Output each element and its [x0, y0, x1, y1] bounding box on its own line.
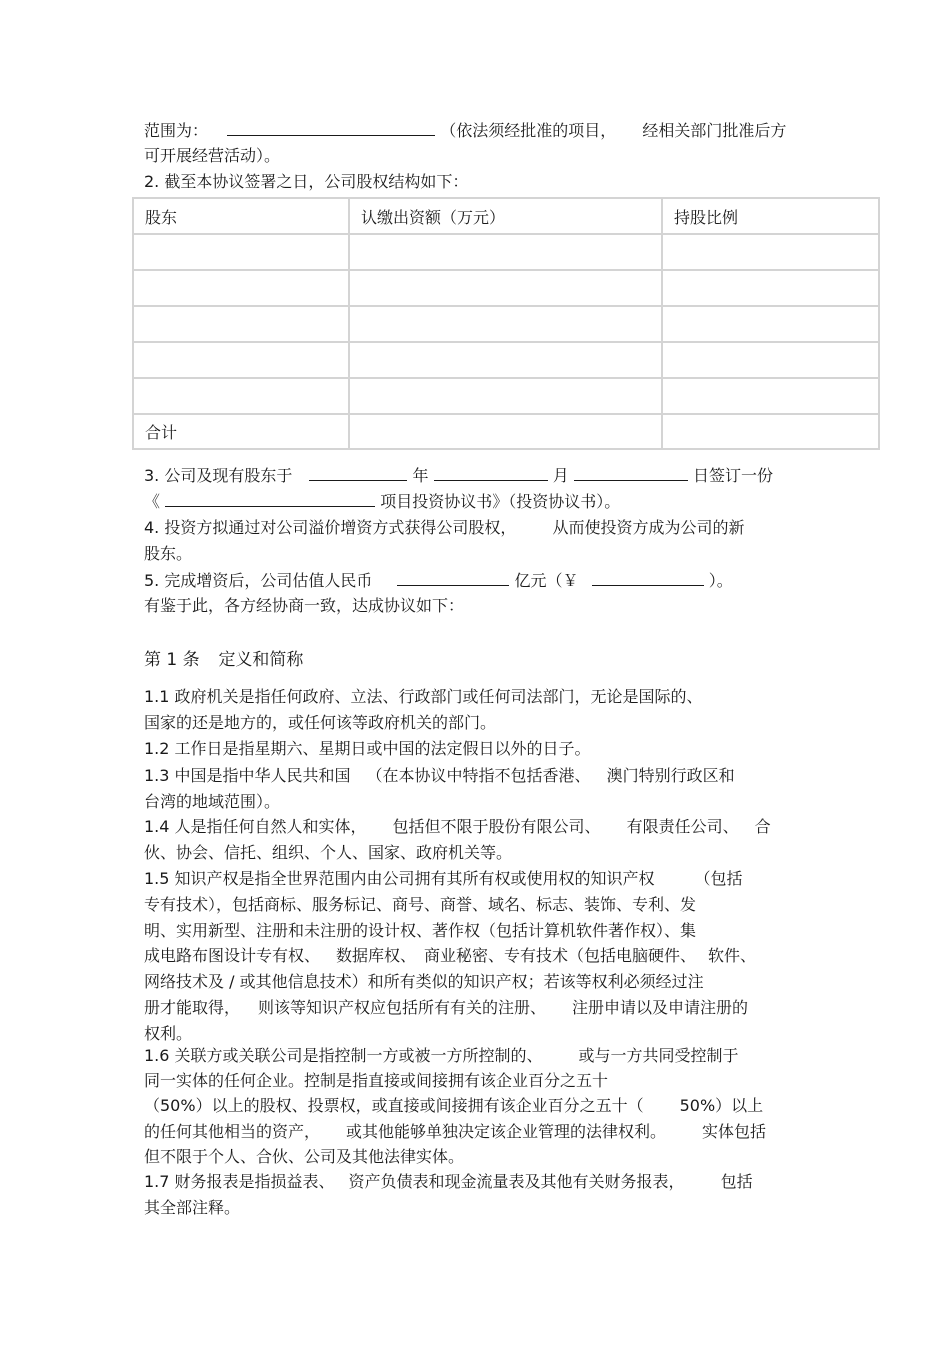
article-text-segment: 其全部注释。: [144, 1198, 241, 1217]
article-text-segment: 1.2 工作日是指星期六、星期日或中国的法定假日以外的日子。: [144, 739, 591, 758]
whereas-clause: 有鉴于此，各方经协商一致，达成协议如下：: [144, 596, 465, 615]
article-line: [144, 766, 735, 786]
article-text-segment: 1.1 政府机关是指任何政府、立法、行政部门或任何司法部门，无论是国际的、: [144, 687, 703, 706]
article-text-segment: 权利。: [144, 1024, 193, 1043]
day-label: 日签订一份: [692, 466, 773, 485]
scope-suffix-2: 经相关部门批准后方: [642, 121, 787, 140]
p3-text: 3. 公司及现有股东于: [144, 466, 293, 485]
article-1-heading: [144, 650, 303, 670]
article-line: [144, 1122, 766, 1142]
article-text-segment: 包括: [720, 1172, 753, 1191]
article-text-segment: 数据库权、: [336, 946, 417, 965]
article-text-segment: （在本协议中特指不包括香港、: [366, 766, 591, 785]
project-blank: [165, 491, 375, 507]
article-text-segment: 注册申请以及申请注册的: [572, 998, 749, 1017]
article-line: [144, 1172, 753, 1192]
valuation-blank: [397, 570, 509, 586]
article-text-segment: 有限责任公司、: [626, 817, 739, 836]
table-cell: [349, 234, 662, 270]
article-text-segment: （50%）以上的股权、投票权，或直接或间接拥有该企业百分之五十（: [144, 1096, 644, 1115]
total-label: 合计: [133, 414, 349, 449]
article-text-segment: 实体包括: [702, 1122, 767, 1141]
article-text-segment: 合: [754, 817, 771, 836]
table-cell: [349, 306, 662, 342]
table-row: [133, 270, 879, 306]
table-cell: [662, 414, 879, 449]
article-line: [144, 739, 591, 759]
paragraph-5: [144, 570, 733, 591]
table-cell: [349, 414, 662, 449]
article-line: [144, 1147, 464, 1167]
paragraph-4-line-2: 股东。: [144, 544, 193, 563]
article-line: [144, 972, 704, 992]
article-line: [144, 1046, 739, 1066]
article-text-segment: 1.7 财务报表是指损益表、: [144, 1172, 335, 1191]
table-cell: [349, 342, 662, 378]
article-line: [144, 713, 496, 733]
table-cell: [133, 270, 349, 306]
article-text-segment: 成电路布图设计专有权、: [144, 946, 321, 965]
article-number: 第 1 条: [144, 650, 200, 670]
scope-prefix: 范围为：: [144, 121, 209, 140]
article-text-segment: 资产负债表和现金流量表及其他有关财务报表，: [348, 1172, 685, 1191]
paragraph-4-line-1: [144, 518, 745, 538]
article-text-segment: 或其他能够单独决定该企业管理的法律权利。: [346, 1122, 667, 1141]
equity-table: [132, 197, 880, 450]
article-text-segment: 的任何其他相当的资产，: [144, 1122, 321, 1141]
article-title: 定义和简称: [218, 650, 304, 670]
article-text-segment: 软件、: [708, 946, 757, 965]
article-text-segment: 同一实体的任何企业。控制是指直接或间接拥有该企业百分之五十: [144, 1071, 609, 1090]
article-line: [144, 687, 703, 707]
year-blank: [309, 465, 407, 481]
article-line: [144, 869, 743, 889]
book-open: 《: [144, 492, 161, 511]
article-text-segment: 网络技术及 / 或其他信息技术）和所有类似的知识产权；若该等权利必须经过注: [144, 972, 704, 991]
paragraph-3-line-2: [144, 491, 620, 512]
p4-text-b: 从而使投资方成为公司的新: [552, 518, 745, 537]
article-text-segment: 1.5 知识产权是指全世界范围内由公司拥有其所有权或使用权的知识产权: [144, 869, 655, 888]
table-row: [133, 306, 879, 342]
header-shareholder: 股东: [133, 198, 349, 234]
scope-line-2: 可开展经营活动）。: [144, 146, 281, 165]
p5-text-c: ）。: [708, 571, 733, 590]
paragraph-3-line-1: [144, 465, 773, 486]
p5-text-a: 5. 完成增资后，公司估值人民币: [144, 571, 373, 590]
article-line: [144, 921, 696, 941]
table-cell: [662, 270, 879, 306]
table-row: [133, 342, 879, 378]
article-text-segment: 册才能取得，: [144, 998, 241, 1017]
article-line: [144, 817, 771, 837]
table-cell: [349, 378, 662, 414]
article-text-segment: 但不限于个人、合伙、公司及其他法律实体。: [144, 1147, 465, 1166]
article-text-segment: 50%）以上: [679, 1096, 764, 1115]
month-label: 月: [552, 466, 569, 485]
article-text-segment: 1.3 中国是指中华人民共和国: [144, 766, 351, 785]
article-line: [144, 998, 748, 1018]
article-line: [144, 946, 756, 966]
article-text-segment: 或与一方共同受控制于: [578, 1046, 739, 1065]
article-text-segment: 商业秘密、专有技术（包括电脑硬件、: [424, 946, 697, 965]
header-subscribed-capital: 认缴出资额（万元）: [349, 198, 662, 234]
article-text-segment: 1.6 关联方或关联公司是指控制一方或被一方所控制的、: [144, 1046, 543, 1065]
amount-blank: [592, 570, 704, 586]
article-text-segment: （包括: [694, 869, 743, 888]
table-cell: [133, 378, 349, 414]
scope-line: [144, 120, 786, 141]
scope-suffix: （依法须经批准的项目，: [440, 121, 617, 140]
table-cell: [349, 270, 662, 306]
table-cell: [662, 378, 879, 414]
article-line: [144, 1071, 608, 1091]
table-row: [133, 378, 879, 414]
article-text-segment: 专有技术），包括商标、服务标记、商号、商誉、域名、标志、装饰、专利、发: [144, 895, 697, 914]
table-cell: [662, 306, 879, 342]
article-text-segment: 1.4 人是指任何自然人和实体，: [144, 817, 367, 836]
p4-text-a: 4. 投资方拟通过对公司溢价增资方式获得公司股权，: [144, 518, 517, 537]
article-text-segment: 澳门特别行政区和: [606, 766, 735, 785]
article-text-segment: 国家的还是地方的，或任何该等政府机关的部门。: [144, 713, 497, 732]
article-line: [144, 843, 512, 863]
table-cell: [662, 234, 879, 270]
article-text-segment: 台湾的地域范围）。: [144, 792, 281, 811]
article-line: [144, 792, 280, 812]
table-cell: [662, 342, 879, 378]
header-share-ratio: 持股比例: [662, 198, 879, 234]
day-blank: [574, 465, 688, 481]
table-cell: [133, 306, 349, 342]
scope-blank: [227, 120, 435, 136]
article-text-segment: 伙、协会、信托、组织、个人、国家、政府机关等。: [144, 843, 513, 862]
table-header-row: [133, 198, 879, 234]
article-text-segment: 则该等知识产权应包括所有有关的注册、: [258, 998, 547, 1017]
paragraph-2: 2. 截至本协议签署之日，公司股权结构如下：: [144, 172, 469, 191]
article-line: [144, 1096, 763, 1116]
table-row: [133, 234, 879, 270]
article-text-segment: 包括但不限于股份有限公司、: [392, 817, 601, 836]
month-blank: [434, 465, 548, 481]
article-line: [144, 1024, 192, 1044]
article-text-segment: 明、实用新型、注册和未注册的设计权、著作权（包括计算机软件著作权）、集: [144, 921, 697, 940]
table-cell: [133, 342, 349, 378]
book-close: 项目投资协议书》（投资协议书）。: [380, 492, 621, 511]
table-total-row: [133, 414, 879, 449]
p5-text-b: 亿元（￥: [514, 571, 579, 590]
year-label: 年: [412, 466, 429, 485]
article-line: [144, 1198, 240, 1218]
article-line: [144, 895, 696, 915]
table-cell: [133, 234, 349, 270]
